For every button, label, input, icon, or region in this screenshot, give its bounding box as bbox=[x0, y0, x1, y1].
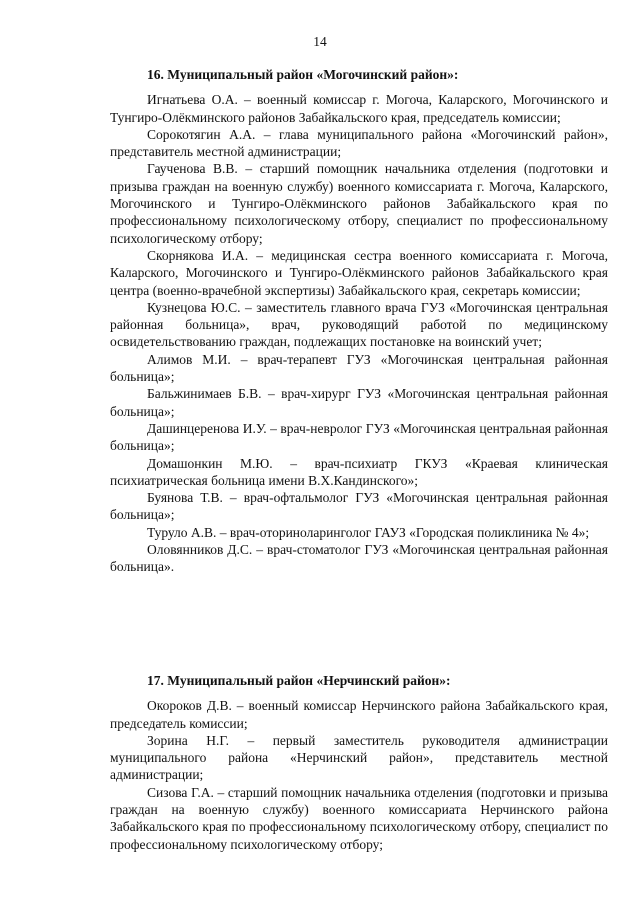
section-mogocha bbox=[110, 66, 608, 576]
commission-member: Алимов М.И. – врач-терапевт ГУЗ «Могочинская центральная районная больница»; bbox=[110, 351, 608, 385]
section-heading: 17. Муниципальный район «Нерчинский район»: bbox=[147, 673, 451, 688]
commission-member: Скорнякова И.А. – медицинская сестра военного комиссариата г. Могоча, Каларского, Могочинского и Тунгиро-Олёкминского районов Забайкальского края центра (военно-врачебной экспертизы) Забайкальского края, секретарь комиссии; bbox=[110, 247, 608, 298]
commission-member: Туруло А.В. – врач-оториноларинголог ГАУЗ «Городская поликлиника № 4»; bbox=[147, 524, 590, 540]
commission-member: Домашонкин М.Ю. – врач-психиатр ГКУЗ «Краевая клиническая психиатрическая больница имени В.Х.Кандинского»; bbox=[110, 455, 608, 488]
commission-member: Бальжинимаев Б.В. – врач-хирург ГУЗ «Могочинская центральная районная больница»; bbox=[110, 386, 608, 419]
commission-member: Оловянников Д.С. – врач-стоматолог ГУЗ «Могочинская центральная районная больница». bbox=[110, 542, 608, 575]
section-heading: 16. Муниципальный район «Могочинский район»: bbox=[147, 67, 459, 82]
commission-member: Гаученова В.В. – старший помощник начальника отделения (подготовки и призыва граждан на военную службу) военного комиссариата г. Могоча, Каларского, Могочинского и Тунгиро-Олёкминского районов Забайкальского края по профессиональному психологическому отбору, специалист по профессиональному психологическому отбору; bbox=[110, 161, 608, 246]
commission-member: Кузнецова Ю.С. – заместитель главного врача ГУЗ «Могочинская центральная районная больница», врач, руководящий работой по медицинскому освидетельствованию граждан, подлежащих постановке на воинский учет; bbox=[110, 299, 608, 350]
commission-member: Зорина Н.Г. – первый заместитель руководителя администрации муниципального района «Нерчинский район», представитель местной администрации; bbox=[110, 732, 608, 783]
page-number: 14 bbox=[313, 34, 327, 49]
section-nerchinsk bbox=[110, 672, 608, 853]
commission-member: Буянова Т.В. – врач-офтальмолог ГУЗ «Могочинская центральная районная больница»; bbox=[110, 490, 608, 523]
commission-member: Сизова Г.А. – старший помощник начальника отделения (подготовки и призыва граждан на военную службу) военного комиссариата Нерчинского района Забайкальского края по профессиональному психологическому отбору, специалист по профессиональному психологическому отбору; bbox=[110, 784, 608, 852]
commission-member: Дашинцеренова И.У. – врач-невролог ГУЗ «Могочинская центральная районная больница»; bbox=[110, 420, 608, 454]
commission-member: Окороков Д.В. – военный комиссар Нерчинского района Забайкальского края, председатель комиссии; bbox=[110, 698, 608, 731]
commission-member: Игнатьева О.А. – военный комиссар г. Могоча, Каларского, Могочинского и Тунгиро-Олёкминского районов Забайкальского края, председатель комиссии; bbox=[110, 92, 608, 125]
commission-member: Сорокотягин А.А. – глава муниципального района «Могочинский район», представитель местной администрации; bbox=[110, 126, 608, 160]
